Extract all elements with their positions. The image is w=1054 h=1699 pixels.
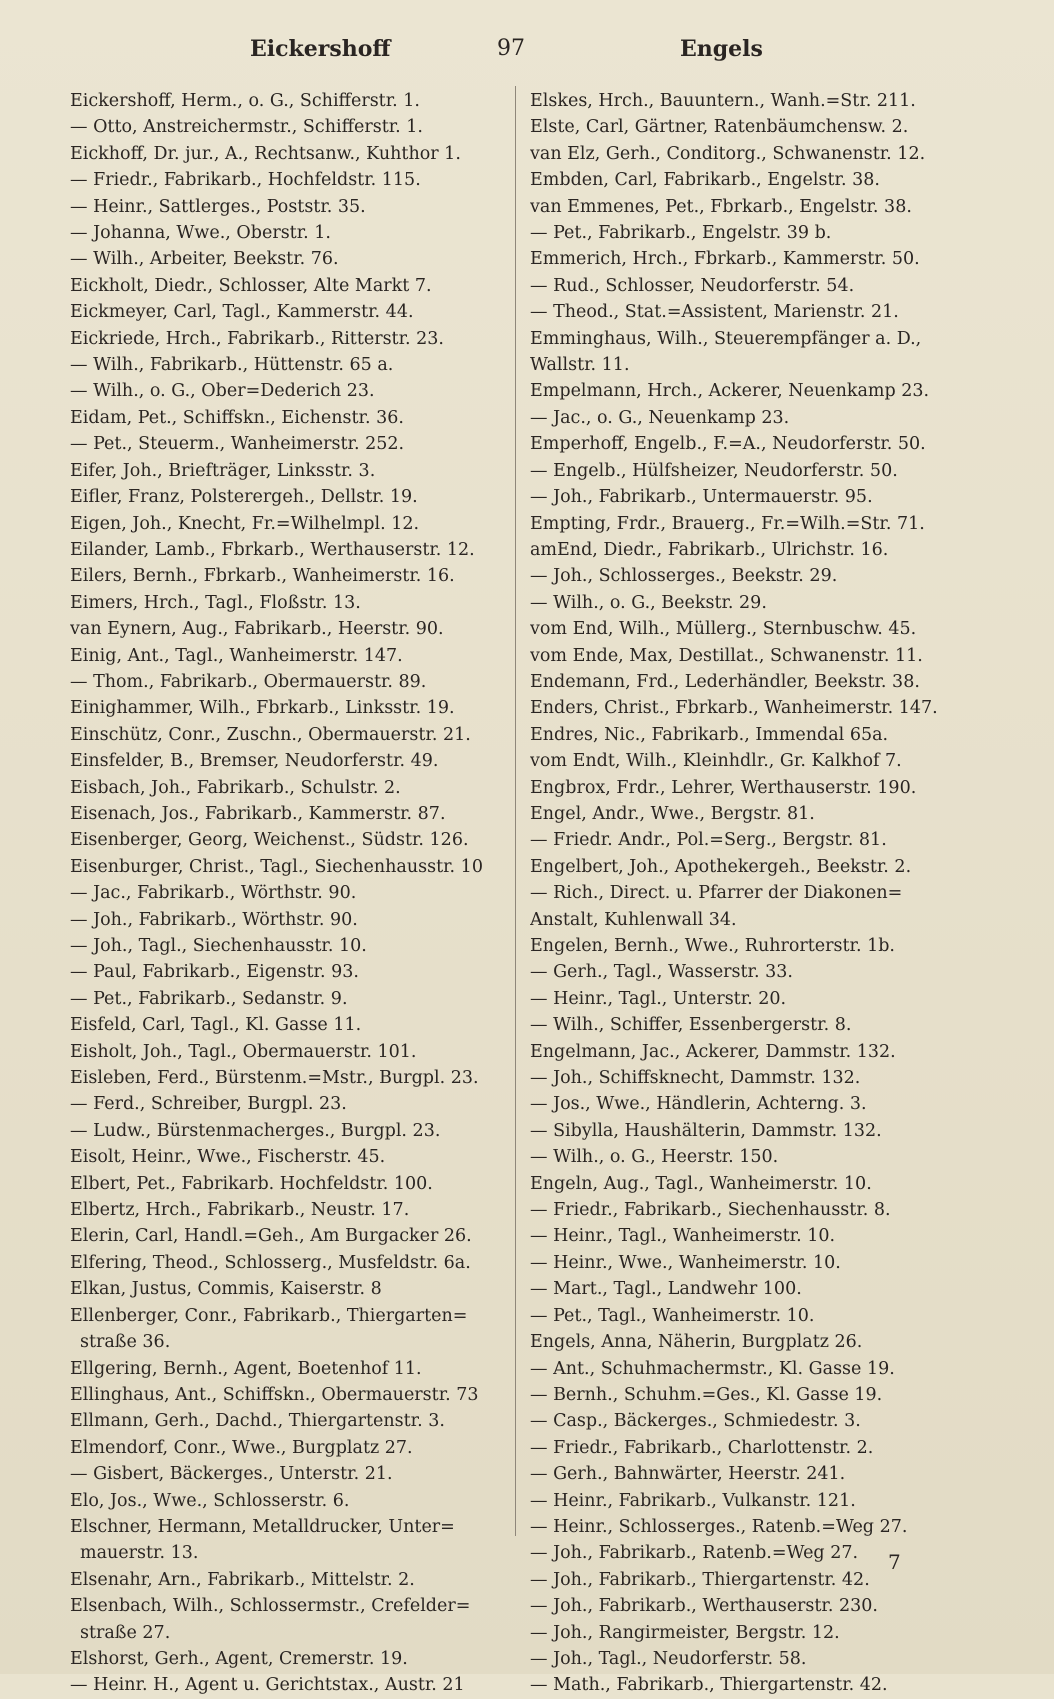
directory-entry: — Heinr., Tagl., Wanheimerstr. 10. [530, 1226, 836, 1247]
directory-entry: — Pet., Tagl., Wanheimerstr. 10. [530, 1305, 815, 1326]
directory-entry: — Friedr., Fabrikarb., Siechenhausstr. 8. [530, 1200, 891, 1221]
directory-entry: — Wilh., o. G., Ober=Dederich 23. [70, 381, 375, 402]
directory-entry: — Joh., Fabrikarb., Ratenb.=Weg 27. [530, 1543, 859, 1564]
directory-entry: — Joh., Fabrikarb., Untermauerstr. 95. [530, 487, 873, 508]
directory-entry: — Friedr., Fabrikarb., Charlottenstr. 2. [530, 1437, 874, 1458]
directory-entry: — Sibylla, Haushälterin, Dammstr. 132. [530, 1120, 882, 1141]
directory-entry: van Eynern, Aug., Fabrikarb., Heerstr. 90. [70, 619, 444, 640]
directory-entry: Einighammer, Wilh., Fbrkarb., Linksstr. 19. [70, 698, 455, 719]
directory-entry: Emmerich, Hrch., Fbrkarb., Kammerstr. 50. [530, 249, 920, 270]
directory-entry: — Ferd., Schreiber, Burgpl. 23. [70, 1094, 347, 1115]
directory-entry: — Heinr., Wwe., Wanheimerstr. 10. [530, 1252, 841, 1273]
directory-entry: — Wilh., Schiffer, Essenbergerstr. 8. [530, 1015, 852, 1036]
directory-entry: — Pet., Steuerm., Wanheimerstr. 252. [70, 434, 405, 455]
directory-entry: — Theod., Stat.=Assistent, Marienstr. 21. [530, 302, 899, 323]
directory-entry: Elerin, Carl, Handl.=Geh., Am Burgacker 26. [70, 1226, 472, 1247]
directory-entry: Eickholt, Diedr., Schlosser, Alte Markt 7. [70, 275, 432, 296]
column-divider [515, 86, 516, 1536]
directory-entry: — Gerh., Bahnwärter, Heerstr. 241. [530, 1464, 846, 1485]
directory-entry: Engelbert, Joh., Apothekergeh., Beekstr. 2. [530, 856, 912, 877]
directory-entry: — Ant., Schuhmachermstr., Kl. Gasse 19. [530, 1358, 895, 1379]
directory-entry: Elsenahr, Arn., Fabrikarb., Mittelstr. 2. [70, 1569, 415, 1590]
directory-entry: Empelmann, Hrch., Ackerer, Neuenkamp 23. [530, 381, 930, 402]
directory-entry: — Rich., Direct. u. Pfarrer der Diakonen= [530, 883, 903, 904]
directory-entry: Wallstr. 11. [530, 355, 630, 376]
directory-entry: Engels, Anna, Näherin, Burgplatz 26. [530, 1332, 863, 1353]
directory-entry: Eisholt, Joh., Tagl., Obermauerstr. 101. [70, 1041, 417, 1062]
directory-entry: Elste, Carl, Gärtner, Ratenbäumchensw. 2. [530, 117, 909, 138]
directory-entry: Eickhoff, Dr. jur., A., Rechtsanw., Kuhthor 1. [70, 143, 461, 164]
directory-entry: — Pet., Fabrikarb., Sedanstr. 9. [70, 988, 348, 1009]
directory-entry: Elbert, Pet., Fabrikarb. Hochfeldstr. 100. [70, 1173, 433, 1194]
directory-entry: — Joh., Rangirmeister, Bergstr. 12. [530, 1622, 840, 1643]
directory-entry: van Elz, Gerh., Conditorg., Schwanenstr. 12. [530, 143, 926, 164]
directory-entry: Eigen, Joh., Knecht, Fr.=Wilhelmpl. 12. [70, 513, 420, 534]
directory-entry: — Thom., Fabrikarb., Obermauerstr. 89. [70, 671, 427, 692]
directory-entry: vom Endt, Wilh., Kleinhdlr., Gr. Kalkhof 7. [530, 751, 902, 772]
directory-entry: straße 27. [80, 1622, 171, 1643]
directory-entry: — Casp., Bäckerges., Schmiedestr. 3. [530, 1411, 861, 1432]
directory-entry: — Ludw., Bürstenmacherges., Burgpl. 23. [70, 1120, 441, 1141]
directory-entry: — Joh., Fabrikarb., Werthauserstr. 230. [530, 1596, 878, 1617]
directory-entry: Elo, Jos., Wwe., Schlosserstr. 6. [70, 1490, 350, 1511]
directory-entry: Ellmann, Gerh., Dachd., Thiergartenstr. 3. [70, 1411, 445, 1432]
directory-entry: vom Ende, Max, Destillat., Schwanenstr. 11. [530, 645, 923, 666]
directory-entry: Eisbach, Joh., Fabrikarb., Schulstr. 2. [70, 777, 401, 798]
left-column [70, 88, 515, 1699]
directory-entry: Eifer, Joh., Briefträger, Linksstr. 3. [70, 460, 376, 481]
directory-entry: — Wilh., o. G., Beekstr. 29. [530, 592, 767, 613]
directory-entry: — Friedr. Andr., Pol.=Serg., Bergstr. 81. [530, 830, 887, 851]
directory-entry: — Heinr., Sattlerges., Poststr. 35. [70, 196, 366, 217]
directory-entry: — Wilh., o. G., Heerstr. 150. [530, 1147, 779, 1168]
directory-entry: Elkan, Justus, Commis, Kaiserstr. 8 [70, 1279, 382, 1300]
directory-entry: — Gisbert, Bäckerges., Unterstr. 21. [70, 1464, 393, 1485]
directory-entry: — Jac., o. G., Neuenkamp 23. [530, 407, 790, 428]
directory-entry: Elbertz, Hrch., Fabrikarb., Neustr. 17. [70, 1200, 410, 1221]
right-column [530, 88, 975, 1699]
directory-entry: — Wilh., Arbeiter, Beekstr. 76. [70, 249, 339, 270]
directory-entry: — Otto, Anstreichermstr., Schifferstr. 1. [70, 117, 423, 138]
directory-entry: Elschner, Hermann, Metalldrucker, Unter= [70, 1516, 455, 1537]
directory-entry: — Jac., Fabrikarb., Wörthstr. 90. [70, 883, 357, 904]
directory-entry: — Math., Fabrikarb., Thiergartenstr. 42. [530, 1675, 888, 1696]
directory-entry: Elskes, Hrch., Bauuntern., Wanh.=Str. 211. [530, 91, 916, 111]
directory-entry: — Rud., Schlosser, Neudorferstr. 54. [530, 275, 855, 296]
directory-entry: Eickershoff, Herm., o. G., Schifferstr. 1. [70, 91, 420, 111]
signature-mark: 7 [888, 1550, 901, 1574]
directory-entry: — Wilh., Fabrikarb., Hüttenstr. 65 a. [70, 355, 394, 376]
directory-entry: Ellgering, Bernh., Agent, Boetenhof 11. [70, 1358, 422, 1379]
directory-entry: — Heinr. H., Agent u. Gerichtstax., Austr. 21 [70, 1675, 465, 1696]
directory-entry: mauerstr. 13. [80, 1543, 199, 1564]
directory-entry: Endemann, Frd., Lederhändler, Beekstr. 38. [530, 671, 920, 692]
directory-entry: Engeln, Aug., Tagl., Wanheimerstr. 10. [530, 1173, 872, 1194]
directory-entry: — Joh., Schiffsknecht, Dammstr. 132. [530, 1068, 861, 1089]
directory-entry: Elshorst, Gerh., Agent, Cremerstr. 19. [70, 1648, 408, 1669]
directory-entry: — Joh., Tagl., Neudorferstr. 58. [530, 1648, 807, 1669]
directory-entry: Ellinghaus, Ant., Schiffskn., Obermauerstr. 73 [70, 1384, 479, 1405]
directory-entry: Eifler, Franz, Polsterergeh., Dellstr. 19. [70, 487, 418, 508]
directory-entry: Einschütz, Conr., Zuschn., Obermauerstr. 21. [70, 724, 471, 745]
directory-entry: Anstalt, Kuhlenwall 34. [530, 909, 737, 930]
directory-entry: Eisenberger, Georg, Weichenst., Südstr. 126. [70, 830, 469, 851]
directory-entry: — Heinr., Fabrikarb., Vulkanstr. 121. [530, 1490, 856, 1511]
directory-entry: — Paul, Fabrikarb., Eigenstr. 93. [70, 962, 359, 983]
running-header [62, 36, 992, 72]
directory-entry: Eisolt, Heinr., Wwe., Fischerstr. 45. [70, 1147, 386, 1168]
header-last-name: Engels [680, 36, 763, 62]
directory-entry: Eisfeld, Carl, Tagl., Kl. Gasse 11. [70, 1015, 362, 1036]
directory-entry: — Joh., Schlosserges., Beekstr. 29. [530, 566, 838, 587]
directory-entry: Enders, Christ., Fbrkarb., Wanheimerstr. 147. [530, 698, 938, 719]
directory-entry: — Joh., Tagl., Siechenhausstr. 10. [70, 936, 367, 956]
directory-entry: Einsfelder, B., Bremser, Neudorferstr. 49. [70, 751, 439, 772]
directory-entry: — Engelb., Hülfsheizer, Neudorferstr. 50. [530, 460, 898, 481]
directory-entry: — Friedr., Fabrikarb., Hochfeldstr. 115. [70, 170, 421, 191]
directory-entry: Engelen, Bernh., Wwe., Ruhrorterstr. 1b. [530, 936, 895, 956]
directory-entry: Engel, Andr., Wwe., Bergstr. 81. [530, 803, 815, 824]
directory-entry: — Pet., Fabrikarb., Engelstr. 39 b. [530, 223, 832, 244]
directory-entry: Emperhoff, Engelb., F.=A., Neudorferstr. 50. [530, 434, 926, 455]
directory-entry: Endres, Nic., Fabrikarb., Immendal 65a. [530, 724, 889, 745]
directory-entry: Eisenach, Jos., Fabrikarb., Kammerstr. 87. [70, 803, 446, 824]
directory-entry: vom End, Wilh., Müllerg., Sternbuschw. 45. [530, 619, 917, 640]
directory-entry: Embden, Carl, Fabrikarb., Engelstr. 38. [530, 170, 880, 191]
directory-entry: Eisleben, Ferd., Bürstenm.=Mstr., Burgpl. 23. [70, 1068, 479, 1089]
directory-entry: — Jos., Wwe., Händlerin, Achterng. 3. [530, 1094, 867, 1115]
directory-entry: amEnd, Diedr., Fabrikarb., Ulrichstr. 16. [530, 539, 889, 560]
directory-entry: Eilers, Bernh., Fbrkarb., Wanheimerstr. 16. [70, 566, 455, 587]
directory-entry: Engbrox, Frdr., Lehrer, Werthauserstr. 190. [530, 777, 917, 798]
page-number: 97 [497, 36, 525, 61]
directory-entry: Engelmann, Jac., Ackerer, Dammstr. 132. [530, 1041, 896, 1062]
directory-entry: — Joh., Fabrikarb., Thiergartenstr. 42. [530, 1569, 870, 1590]
directory-entry: — Bernh., Schuhm.=Ges., Kl. Gasse 19. [530, 1384, 883, 1405]
directory-entry: Einig, Ant., Tagl., Wanheimerstr. 147. [70, 645, 403, 666]
directory-entry: — Heinr., Schlosserges., Ratenb.=Weg 27. [530, 1516, 908, 1537]
directory-entry: Eidam, Pet., Schiffskn., Eichenstr. 36. [70, 407, 404, 428]
directory-entry: straße 36. [80, 1332, 171, 1353]
directory-entry: — Mart., Tagl., Landwehr 100. [530, 1279, 802, 1300]
directory-entry: — Johanna, Wwe., Oberstr. 1. [70, 223, 331, 244]
directory-entry: — Gerh., Tagl., Wasserstr. 33. [530, 962, 793, 983]
directory-entry: Eilander, Lamb., Fbrkarb., Werthauserstr. 12. [70, 539, 475, 560]
directory-entry: — Joh., Fabrikarb., Wörthstr. 90. [70, 909, 358, 930]
directory-entry: Elmendorf, Conr., Wwe., Burgplatz 27. [70, 1437, 413, 1458]
directory-entry: Empting, Frdr., Brauerg., Fr.=Wilh.=Str. 71. [530, 513, 925, 534]
directory-entry: van Emmenes, Pet., Fbrkarb., Engelstr. 38. [530, 196, 912, 217]
directory-entry: Emminghaus, Wilh., Steuerempfänger a. D., [530, 328, 922, 349]
directory-entry: — Heinr., Tagl., Unterstr. 20. [530, 988, 787, 1009]
directory-entry: Elfering, Theod., Schlosserg., Musfeldstr. 6a. [70, 1252, 471, 1273]
directory-entry: Eickmeyer, Carl, Tagl., Kammerstr. 44. [70, 302, 414, 323]
header-first-name: Eickershoff [250, 36, 391, 62]
directory-entry: Eickriede, Hrch., Fabrikarb., Ritterstr. 23. [70, 328, 444, 349]
directory-entry: Eisenburger, Christ., Tagl., Siechenhausstr. 10 [70, 856, 483, 877]
directory-entry: Elsenbach, Wilh., Schlossermstr., Crefelder= [70, 1596, 471, 1617]
directory-entry: Ellenberger, Conr., Fabrikarb., Thiergarten= [70, 1305, 468, 1326]
directory-entry: Eimers, Hrch., Tagl., Floßstr. 13. [70, 592, 361, 613]
